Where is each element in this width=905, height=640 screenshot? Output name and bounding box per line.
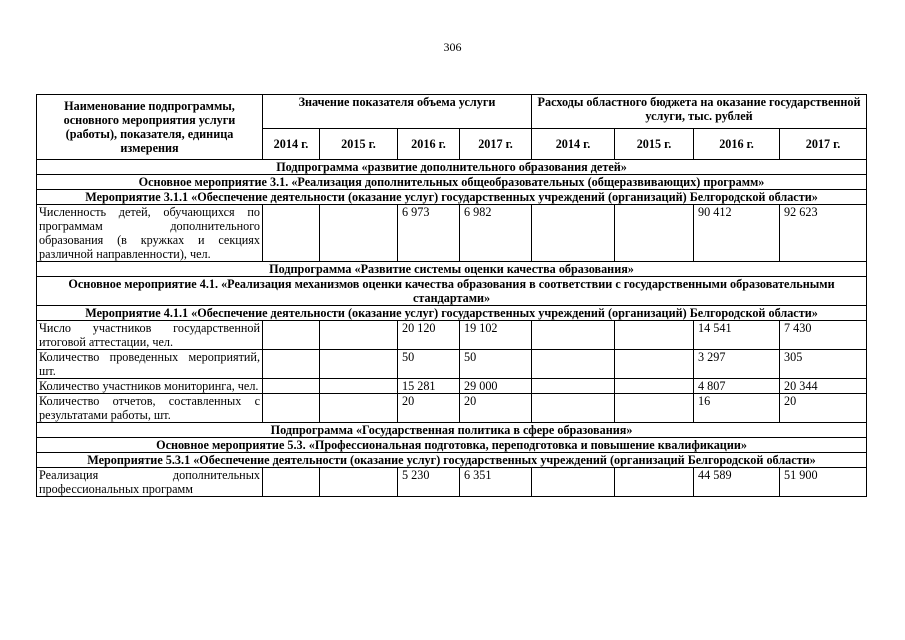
section-row: [37, 160, 867, 175]
cell-volume-2017: 50: [460, 350, 532, 379]
section-row: [37, 438, 867, 453]
header-expense-group: Расходы областного бюджета на оказание государственной услуги, тыс. рублей: [532, 95, 867, 129]
cell-expense-2015: [615, 205, 694, 262]
cell-volume-2014: [263, 379, 320, 394]
cell-volume-2015: [320, 350, 398, 379]
header-volume-group: Значение показателя объема услуги: [263, 95, 532, 129]
header-name-column: Наименование подпрограммы, основного мероприятия услуги (работы), показателя, единица измерения: [37, 95, 263, 160]
table-row: [37, 321, 867, 350]
cell-volume-2016: 50: [398, 350, 460, 379]
section-title: Подпрограмма «Развитие системы оценки качества образования»: [37, 262, 867, 277]
table-row: [37, 468, 867, 497]
section-title: Мероприятие 5.3.1 «Обеспечение деятельности (оказание услуг) государственных учреждений (организаций Белгородской области»: [37, 453, 867, 468]
cell-volume-2015: [320, 468, 398, 497]
cell-expense-2014: [532, 321, 615, 350]
cell-expense-2014: [532, 350, 615, 379]
cell-volume-2015: [320, 321, 398, 350]
row-name: Количество отчетов, составленных с результатами работы, шт.: [37, 394, 263, 423]
section-row: [37, 423, 867, 438]
header-volume-year: 2015 г.: [320, 129, 398, 160]
cell-expense-2014: [532, 468, 615, 497]
section-title: Основное мероприятие 5.3. «Профессиональная подготовка, переподготовка и повышение квалификации»: [37, 438, 867, 453]
row-name: Реализация дополнительных профессиональных программ: [37, 468, 263, 497]
cell-expense-2015: [615, 350, 694, 379]
cell-volume-2016: 15 281: [398, 379, 460, 394]
cell-expense-2016: 14 541: [694, 321, 780, 350]
row-name: Число участников государственной итоговой аттестации, чел.: [37, 321, 263, 350]
cell-expense-2015: [615, 379, 694, 394]
cell-expense-2015: [615, 394, 694, 423]
cell-volume-2014: [263, 205, 320, 262]
cell-volume-2016: 20: [398, 394, 460, 423]
cell-expense-2015: [615, 321, 694, 350]
table-row: [37, 379, 867, 394]
cell-expense-2014: [532, 205, 615, 262]
cell-expense-2017: 20: [780, 394, 867, 423]
section-row: [37, 262, 867, 277]
header-expense-year: 2016 г.: [694, 129, 780, 160]
header-expense-year: 2014 г.: [532, 129, 615, 160]
cell-expense-2014: [532, 394, 615, 423]
cell-volume-2017: 19 102: [460, 321, 532, 350]
section-row: [37, 453, 867, 468]
section-title: Подпрограмма «развитие дополнительного образования детей»: [37, 160, 867, 175]
cell-expense-2017: 51 900: [780, 468, 867, 497]
cell-expense-2014: [532, 379, 615, 394]
section-title: Подпрограмма «Государственная политика в сфере образования»: [37, 423, 867, 438]
cell-expense-2017: 305: [780, 350, 867, 379]
cell-volume-2016: 20 120: [398, 321, 460, 350]
cell-expense-2016: 44 589: [694, 468, 780, 497]
cell-expense-2017: 92 623: [780, 205, 867, 262]
table-row: [37, 350, 867, 379]
cell-expense-2015: [615, 468, 694, 497]
section-row: [37, 306, 867, 321]
cell-volume-2015: [320, 205, 398, 262]
header-volume-year: 2014 г.: [263, 129, 320, 160]
row-name: Численность детей, обучающихся по программам дополнительного образования (в кружках и секциях различной направленности), чел.: [37, 205, 263, 262]
cell-volume-2014: [263, 394, 320, 423]
header-row-1: [37, 95, 867, 129]
header-volume-year: 2016 г.: [398, 129, 460, 160]
section-row: [37, 175, 867, 190]
section-title: Основное мероприятие 4.1. «Реализация механизмов оценки качества образования в соответствии с государственными образовательными стандартами»: [37, 277, 867, 306]
table-row: [37, 205, 867, 262]
header-expense-year: 2017 г.: [780, 129, 867, 160]
cell-expense-2016: 4 807: [694, 379, 780, 394]
cell-volume-2015: [320, 394, 398, 423]
header-expense-year: 2015 г.: [615, 129, 694, 160]
row-name: Количество проведенных мероприятий, шт.: [37, 350, 263, 379]
row-name: Количество участников мониторинга, чел.: [37, 379, 263, 394]
section-title: Основное мероприятие 3.1. «Реализация дополнительных общеобразовательных (общеразвивающих) программ»: [37, 175, 867, 190]
cell-volume-2014: [263, 350, 320, 379]
cell-volume-2014: [263, 321, 320, 350]
cell-volume-2017: 6 982: [460, 205, 532, 262]
cell-volume-2016: 6 973: [398, 205, 460, 262]
cell-expense-2017: 7 430: [780, 321, 867, 350]
table-row: [37, 394, 867, 423]
cell-volume-2017: 6 351: [460, 468, 532, 497]
section-row: [37, 190, 867, 205]
cell-expense-2016: 16: [694, 394, 780, 423]
cell-volume-2017: 29 000: [460, 379, 532, 394]
cell-expense-2016: 3 297: [694, 350, 780, 379]
section-row: [37, 277, 867, 306]
cell-expense-2017: 20 344: [780, 379, 867, 394]
budget-table: [36, 94, 867, 497]
cell-expense-2016: 90 412: [694, 205, 780, 262]
cell-volume-2014: [263, 468, 320, 497]
cell-volume-2015: [320, 379, 398, 394]
section-title: Мероприятие 3.1.1 «Обеспечение деятельности (оказание услуг) государственных учреждений (организаций) Белгородской области»: [37, 190, 867, 205]
section-title: Мероприятие 4.1.1 «Обеспечение деятельности (оказание услуг) государственных учреждений (организаций) Белгородской области»: [37, 306, 867, 321]
cell-volume-2017: 20: [460, 394, 532, 423]
header-volume-year: 2017 г.: [460, 129, 532, 160]
page-number: 306: [443, 40, 462, 54]
cell-volume-2016: 5 230: [398, 468, 460, 497]
